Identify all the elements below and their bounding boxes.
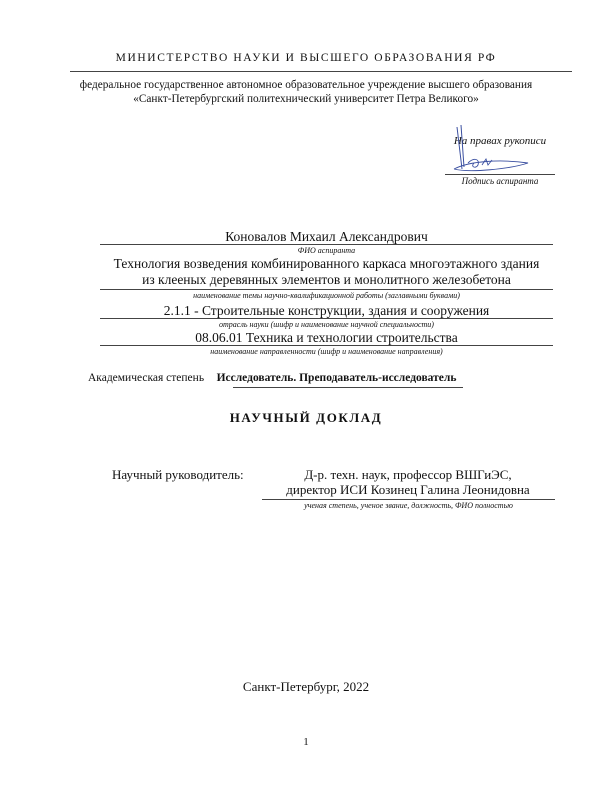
degree-value: Исследователь. Преподаватель-исследователь: [216, 372, 457, 384]
page-number: 1: [303, 736, 309, 748]
supervisor-underline: [262, 499, 555, 500]
supervisor-name: директор ИСИ Козинец Галина Леонидовна: [286, 482, 530, 497]
student-name: Коновалов Михаил Александрович: [225, 229, 428, 244]
direction-caption: наименование направленности (шифр и наименование направления): [210, 347, 443, 356]
degree-underline: [233, 387, 463, 388]
supervisor-title: Д-р. техн. наук, профессор ВШГиЭС,: [304, 467, 512, 482]
thesis-topic-line1: Технология возведения комбинированного каркаса многоэтажного здания: [113, 256, 540, 271]
topic-caption: наименование темы научно-квалификационной работы (заглавными буквами): [193, 291, 460, 300]
thesis-topic: [100, 256, 553, 287]
document-title: НАУЧНЫЙ ДОКЛАД: [229, 410, 383, 425]
signature-line: [445, 174, 555, 175]
study-direction: 08.06.01 Техника и технологии строительства: [195, 330, 458, 345]
institution-name: «Санкт-Петербургский политехнический университет Петра Великого»: [133, 93, 479, 105]
specialty-caption: отрасль науки (шифр и наименование научной специальности): [219, 320, 434, 329]
supervisor-label: Научный руководитель:: [112, 467, 244, 482]
supervisor-caption: ученая степень, ученое звание, должность, ФИО полностью: [304, 501, 513, 510]
topic-underline: [100, 289, 553, 290]
science-specialty: 2.1.1 - Строительные конструкции, здания и сооружения: [163, 303, 490, 318]
ministry-heading: МИНИСТЕРСТВО НАУКИ И ВЫСШЕГО ОБРАЗОВАНИЯ РФ: [115, 52, 497, 64]
signature-caption: Подпись аспиранта: [461, 176, 539, 186]
city-year: Санкт-Петербург, 2022: [242, 679, 370, 694]
specialty-underline: [100, 318, 553, 319]
institution-type: федеральное государственное автономное образовательное учреждение высшего образования: [79, 79, 533, 91]
student-signature: [440, 123, 560, 178]
name-caption: ФИО аспиранта: [297, 246, 356, 255]
name-underline: [100, 244, 553, 245]
header-divider: [70, 71, 572, 72]
degree-label: Академическая степень: [88, 372, 205, 384]
thesis-topic-line2: из клееных деревянных элементов и монолитного железобетона: [142, 271, 511, 287]
direction-underline: [100, 345, 553, 346]
manuscript-rights: На правах рукописи: [453, 135, 547, 147]
